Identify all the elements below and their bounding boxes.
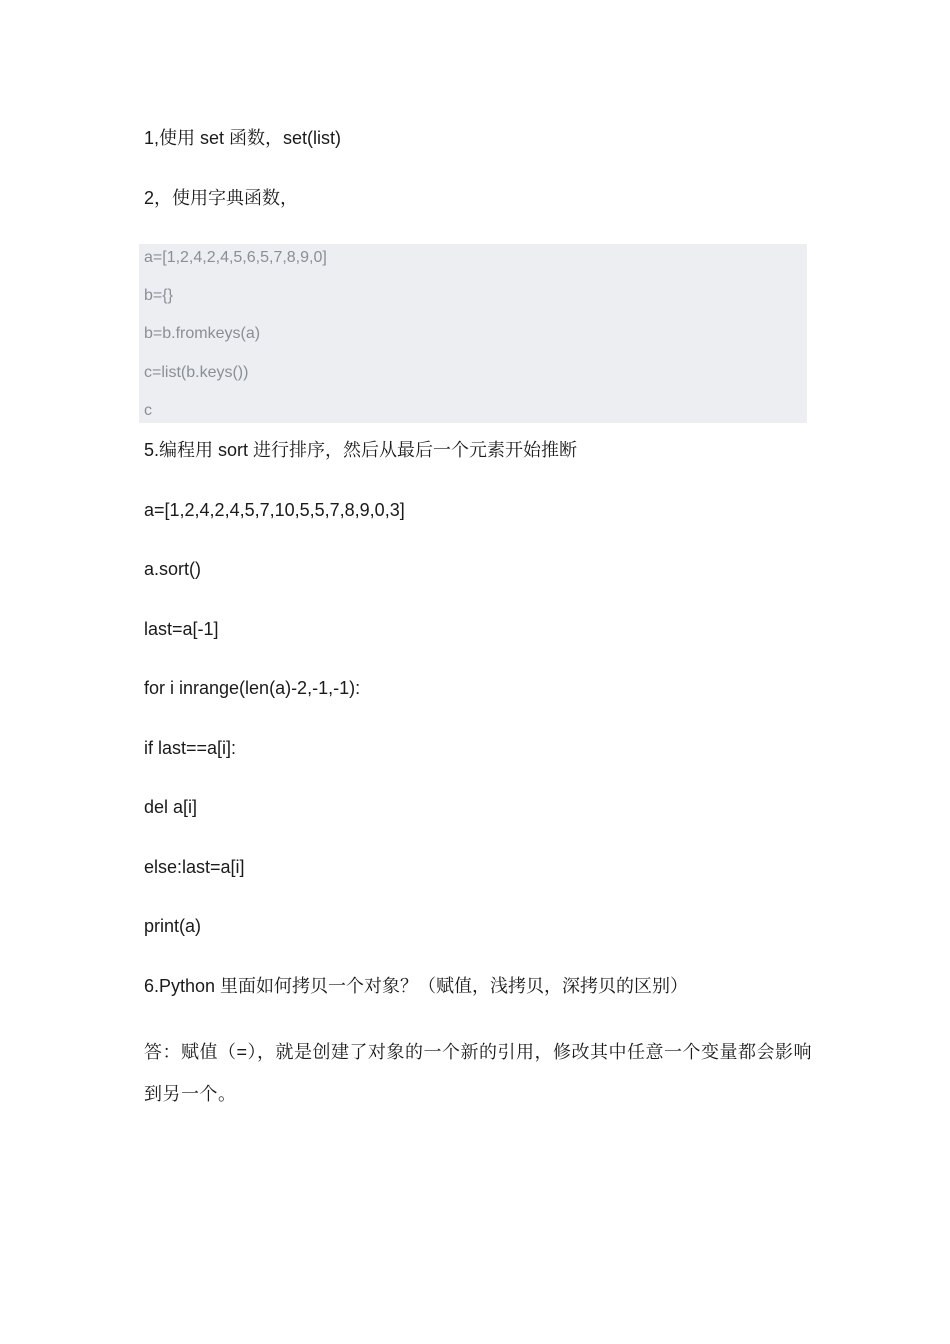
code-text-line: a.sort() bbox=[144, 559, 202, 579]
code-text-line: last=a[-1] bbox=[144, 619, 219, 639]
code-line: c bbox=[144, 402, 152, 419]
item-2-heading: 2，使用字典函数， bbox=[144, 188, 299, 208]
item-5-heading: 5.编程用 sort 进行排序，然后从最后一个元素开始推断 bbox=[144, 440, 578, 460]
code-text-line: for i inrange(len(a)-2,-1,-1): bbox=[144, 678, 361, 698]
code-line: b=b.fromkeys(a) bbox=[144, 325, 261, 342]
answer-paragraph: 答：赋值（=），就是创建了对象的一个新的引用，修改其中任意一个变量都会影响到另一个。 bbox=[144, 1042, 813, 1104]
code-block bbox=[139, 244, 807, 423]
code-line: b={} bbox=[144, 287, 173, 304]
code-line: a=[1,2,4,2,4,5,6,5,7,8,9,0] bbox=[144, 249, 327, 266]
item-1-heading: 1,使用 set 函数，set(list) bbox=[144, 128, 342, 148]
code-text-line: a=[1,2,4,2,4,5,7,10,5,5,7,8,9,0,3] bbox=[144, 500, 405, 520]
code-text-line: del a[i] bbox=[144, 797, 198, 817]
item-6-heading: 6.Python 里面如何拷贝一个对象？（赋值，浅拷贝，深拷贝的区别） bbox=[144, 976, 689, 996]
code-text-line: print(a) bbox=[144, 916, 202, 936]
code-text-line: else:last=a[i] bbox=[144, 857, 245, 877]
code-line: c=list(b.keys()) bbox=[144, 364, 249, 381]
code-text-line: if last==a[i]: bbox=[144, 738, 237, 758]
